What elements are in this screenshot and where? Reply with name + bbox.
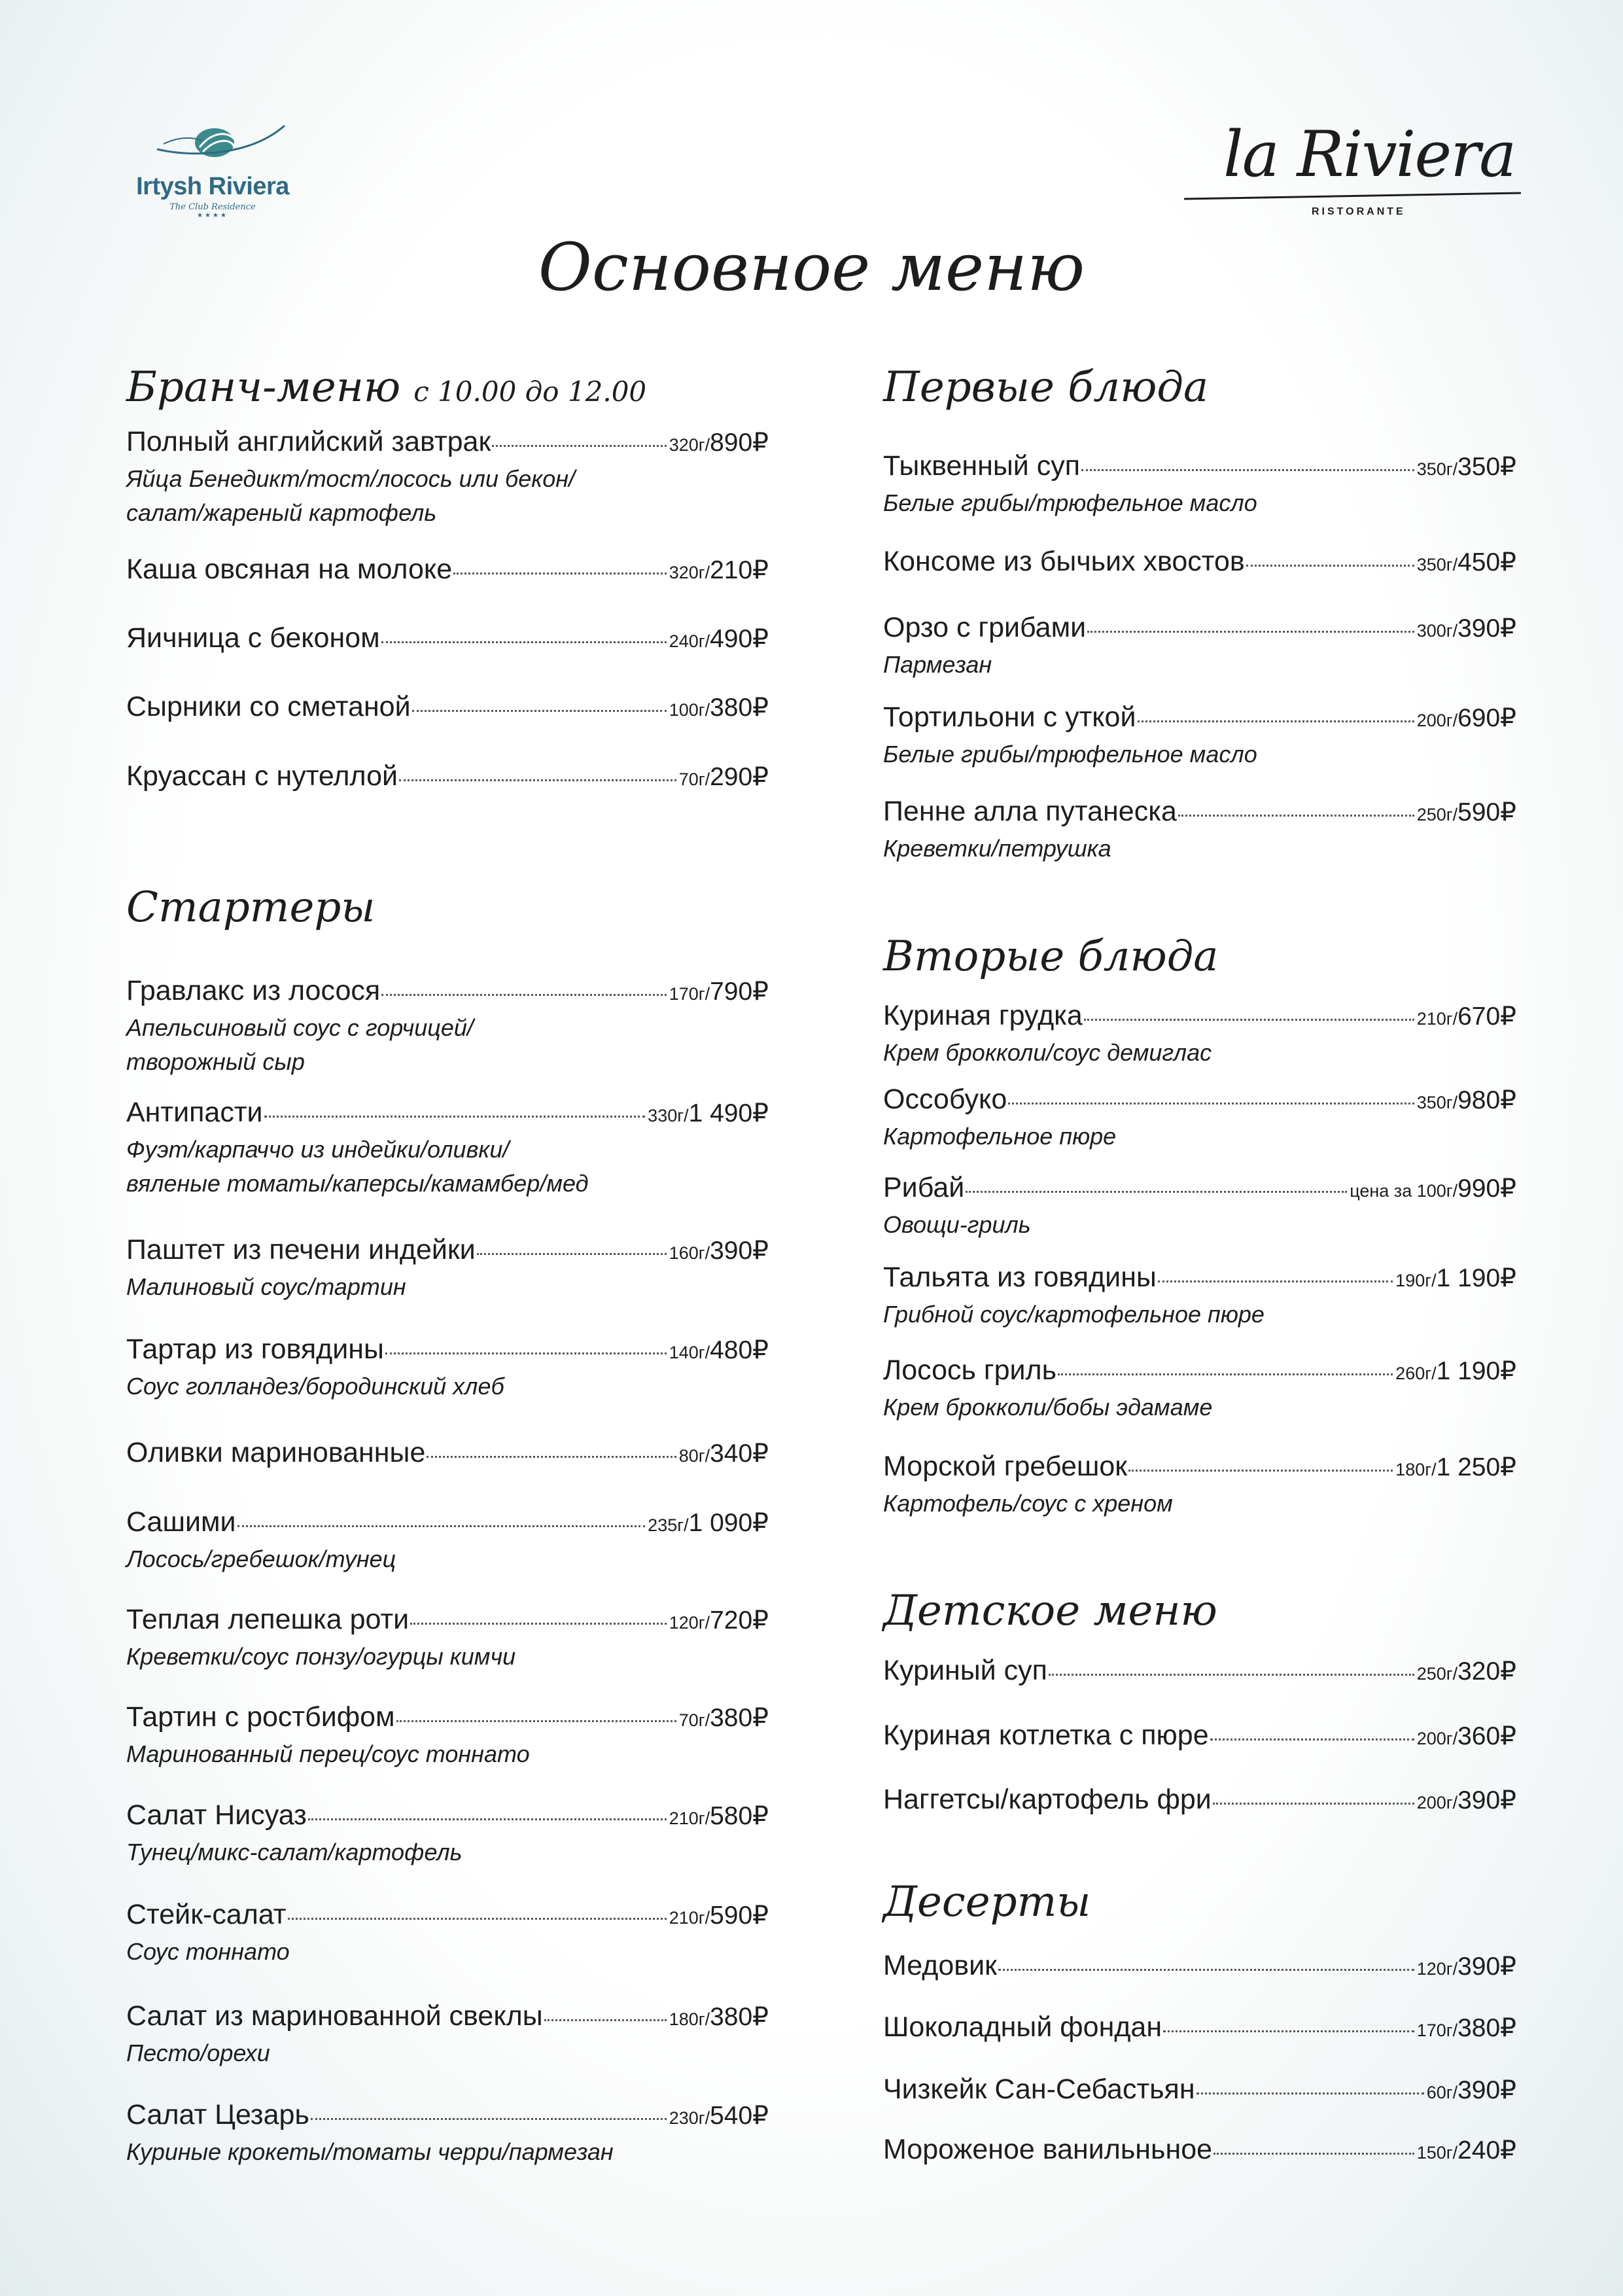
menu-item-name: Салат Цезарь [126, 2099, 309, 2130]
menu-item-row [883, 998, 1516, 1036]
menu-item-row [883, 544, 1516, 582]
la-riviera-logo [1184, 118, 1524, 229]
menu-item-price: 390₽ [1457, 2076, 1516, 2104]
menu-item-row [883, 1653, 1516, 1691]
menu-item-name: Оссобуко [883, 1084, 1007, 1115]
menu-item-price: 320₽ [1457, 1657, 1516, 1686]
menu-item-name: Чизкейк Сан-Себастьян [883, 2074, 1195, 2105]
menu-item-row [883, 449, 1516, 486]
menu-item-price: 720₽ [710, 1606, 769, 1634]
menu-item-name: Шоколадный фондан [883, 2011, 1162, 2043]
brand-tagline: The Club Residence [169, 202, 256, 212]
section-title-text: Бранч-меню [126, 363, 401, 412]
menu-item-price: 390₽ [1457, 614, 1516, 643]
menu-item-row [126, 1602, 769, 1640]
section-hours-note: с 10.00 до 12.00 [413, 376, 647, 408]
menu-item-row [126, 552, 769, 590]
menu-item-weight: 330г/ [648, 1106, 689, 1125]
menu-item-name: Пенне алла путанеска [883, 796, 1177, 827]
menu-item-name: Куриная котлетка с пюре [883, 1720, 1209, 1751]
menu-item-name: Мороженое ванильньное [883, 2134, 1213, 2165]
dot-leader [1081, 469, 1414, 471]
menu-item [883, 1653, 1516, 1691]
menu-item [883, 998, 1516, 1070]
dot-leader [396, 1720, 676, 1722]
section-title-starters [126, 883, 375, 932]
menu-item-row [883, 1082, 1516, 1120]
menu-item-name: Тортильони с уткой [883, 701, 1136, 733]
menu-item-description: Маринованный перец/соус тоннато [126, 1740, 530, 1767]
dot-leader [1246, 565, 1414, 567]
menu-item-description: Соус тоннато [126, 1938, 290, 1965]
menu-item [883, 449, 1516, 520]
menu-item-description: Куриные крокеты/томаты черри/пармезан [126, 2138, 614, 2165]
dot-leader [1163, 2030, 1414, 2032]
irtysh-riviera-logo [124, 118, 301, 219]
section-title-kids [883, 1587, 1217, 1635]
menu-item-price: 670₽ [1457, 1002, 1516, 1031]
menu-item-price: 380₽ [710, 1704, 769, 1732]
menu-item [883, 1782, 1516, 1820]
menu-item-row [883, 1260, 1516, 1298]
menu-item-description: вяленые томаты/каперсы/камамбер/мед [126, 1170, 589, 1197]
menu-item-name: Консоме из бычьих хвостов [883, 546, 1245, 577]
menu-item-row [883, 1949, 1516, 1986]
section-title-desserts [883, 1878, 1091, 1926]
menu-item-row [883, 1782, 1516, 1820]
menu-item [126, 1999, 769, 2070]
menu-item-row [883, 1718, 1516, 1756]
menu-item-weight: 70г/ [678, 1710, 710, 1730]
page-title: Основное меню [538, 229, 1085, 306]
menu-item-weight: 200г/ [1416, 711, 1458, 730]
menu-item-weight: 190г/ [1395, 1271, 1437, 1290]
menu-item-weight: 210г/ [1416, 1009, 1458, 1029]
menu-item-name: Салат Нисуаз [126, 1799, 307, 1831]
section-title-text: Детское меню [883, 1587, 1217, 1635]
menu-item-row [126, 1798, 769, 1835]
menu-item-description: Крем брокколи/бобы эдамаме [883, 1394, 1213, 1421]
dot-leader [966, 1191, 1347, 1193]
dot-leader [264, 1116, 646, 1118]
dot-leader [381, 994, 667, 996]
menu-item-name: Сашими [126, 1506, 236, 1538]
menu-item [126, 1233, 769, 1304]
menu-item-weight: цена за 100г/ [1350, 1181, 1458, 1201]
menu-item-weight: 320г/ [669, 563, 710, 582]
dot-leader [427, 1456, 676, 1458]
menu-item-description: Тунец/микс-салат/картофель [126, 1839, 462, 1865]
menu-item-row [883, 794, 1516, 832]
menu-item-weight: 170г/ [669, 984, 710, 1004]
menu-item-description: творожный сыр [126, 1048, 305, 1075]
menu-item [883, 1949, 1516, 1986]
menu-item-name: Сырники со сметаной [126, 691, 411, 722]
menu-item-weight: 160г/ [669, 1243, 710, 1263]
section-title-brunch [126, 363, 646, 412]
section-title-text: Десерты [883, 1878, 1091, 1926]
menu-item-description: Картофель/соус с хреном [883, 1490, 1173, 1517]
menu-item-weight: 210г/ [669, 1908, 710, 1928]
menu-item-weight: 240г/ [669, 631, 710, 651]
menu-item-weight: 320г/ [669, 435, 710, 455]
menu-item-name: Теплая лепешка роти [126, 1604, 410, 1635]
brand-stars: ★★★★ [197, 212, 228, 219]
menu-item [126, 2098, 769, 2169]
menu-item-name: Тартин с ростбифом [126, 1701, 395, 1733]
menu-item-price: 380₽ [710, 694, 769, 722]
menu-item-weight: 140г/ [669, 1343, 710, 1362]
dot-leader [1087, 631, 1414, 633]
menu-item [126, 621, 769, 658]
menu-item-name: Паштет из печени индейки [126, 1234, 476, 1265]
menu-item-price: 990₽ [1457, 1174, 1516, 1203]
menu-item-description: Малиновый соус/тартин [126, 1273, 406, 1300]
menu-item-name: Стейк-салат [126, 1899, 287, 1930]
menu-item-weight: 200г/ [1416, 1729, 1458, 1748]
menu-item-price: 360₽ [1457, 1722, 1516, 1750]
menu-item-price: 390₽ [1457, 1786, 1516, 1814]
menu-item-description: салат/жареный картофель [126, 499, 437, 526]
menu-item [126, 690, 769, 727]
dot-leader [237, 1525, 646, 1527]
menu-item-price: 380₽ [1457, 2014, 1516, 2042]
menu-item-price: 390₽ [1457, 1952, 1516, 1981]
menu-item [126, 1602, 769, 1674]
menu-item-price: 290₽ [710, 763, 769, 791]
menu-item-price: 1 250₽ [1436, 1453, 1516, 1481]
section-title-second [883, 932, 1218, 981]
dot-leader [385, 1352, 667, 1354]
menu-item-weight: 120г/ [669, 1613, 710, 1633]
menu-item [883, 1353, 1516, 1424]
menu-item-name: Тартар из говядины [126, 1333, 384, 1365]
menu-item-row [883, 610, 1516, 648]
menu-item-name: Куриный суп [883, 1655, 1047, 1686]
menu-item-weight: 200г/ [1416, 1793, 1458, 1812]
menu-item-price: 690₽ [1457, 704, 1516, 732]
menu-item-row [126, 974, 769, 1011]
menu-item [883, 700, 1516, 771]
menu-item-weight: 350г/ [1416, 555, 1458, 574]
menu-item-description: Крем брокколи/соус демиглас [883, 1039, 1212, 1066]
menu-item-row [126, 1233, 769, 1270]
menu-item [126, 1505, 769, 1576]
menu-item [883, 2010, 1516, 2047]
menu-item-description: Грибной соус/картофельное пюре [883, 1301, 1265, 1328]
menu-item-name: Наггетсы/картофель фри [883, 1784, 1212, 1815]
dot-leader [1008, 1103, 1414, 1104]
menu-item-row [126, 621, 769, 658]
menu-item [883, 1171, 1516, 1242]
menu-item-row [883, 2072, 1516, 2110]
dot-leader [1196, 2093, 1424, 2094]
menu-item-weight: 350г/ [1416, 1093, 1458, 1112]
menu-item-row [883, 1353, 1516, 1390]
dot-leader [1128, 1470, 1393, 1472]
menu-item [126, 1700, 769, 1771]
menu-item-name: Лосось гриль [883, 1354, 1056, 1386]
menu-item-price: 1 190₽ [1436, 1357, 1516, 1385]
dot-leader [1058, 1373, 1393, 1375]
menu-item-weight: 210г/ [669, 1809, 710, 1828]
menu-item-row [126, 425, 769, 462]
menu-item-name: Рибай [883, 1172, 965, 1203]
menu-item [126, 425, 769, 530]
menu-item-row [126, 1436, 769, 1473]
menu-item-row [883, 1171, 1516, 1208]
menu-item-description: Белые грибы/трюфельное масло [883, 489, 1257, 516]
menu-item [883, 2072, 1516, 2110]
menu-item-price: 590₽ [1457, 798, 1516, 826]
menu-item-description: Овощи-гриль [883, 1211, 1031, 1238]
menu-item-row [126, 1898, 769, 1935]
menu-item-description: Песто/орехи [126, 2040, 270, 2066]
dot-leader [311, 2118, 667, 2120]
menu-item-weight: 80г/ [678, 1446, 710, 1466]
section-title-first [883, 363, 1208, 412]
menu-item-weight: 70г/ [678, 769, 710, 789]
menu-item-description: Лосось/гребешок/тунец [126, 1545, 396, 1572]
menu-item [883, 794, 1516, 866]
menu-item-row [883, 1449, 1516, 1487]
menu-item-row [126, 1700, 769, 1737]
menu-item-weight: 150г/ [1416, 2143, 1458, 2163]
menu-item-description: Креветки/соус понзу/огурцы кимчи [126, 1643, 516, 1670]
dot-leader [308, 1818, 667, 1820]
dot-leader [453, 573, 667, 574]
menu-item-name: Гравлакс из лосося [126, 975, 381, 1006]
menu-item-description: Креветки/петрушка [883, 835, 1111, 862]
menu-item-name: Куриная грудка [883, 1000, 1083, 1031]
menu-item-weight: 350г/ [1416, 459, 1458, 479]
menu-item-price: 790₽ [710, 978, 769, 1006]
ristorante-label: RISTORANTE [1312, 206, 1406, 217]
menu-item [126, 1332, 769, 1404]
menu-item [126, 1436, 769, 1473]
menu-item-price: 340₽ [710, 1439, 769, 1468]
dot-leader [381, 641, 667, 643]
dot-leader [1138, 720, 1414, 722]
menu-item-weight: 235г/ [648, 1515, 689, 1535]
menu-item-weight: 300г/ [1416, 621, 1458, 641]
menu-item-row [126, 1095, 769, 1133]
menu-item [883, 1449, 1516, 1521]
menu-item-name: Оливки маринованные [126, 1437, 426, 1468]
menu-item-weight: 260г/ [1395, 1364, 1437, 1383]
section-title-text: Вторые блюда [883, 932, 1219, 981]
menu-item-row [883, 2132, 1516, 2170]
dot-leader [544, 2019, 667, 2021]
menu-item [883, 1082, 1516, 1154]
menu-item-price: 1 190₽ [1436, 1264, 1516, 1292]
menu-item-price: 390₽ [710, 1237, 769, 1265]
menu-item-price: 890₽ [710, 429, 769, 457]
menu-item-weight: 60г/ [1426, 2083, 1458, 2102]
ribbon-logo-icon [137, 118, 288, 170]
menu-item-description: Апельсиновый соус с горчицей/ [126, 1014, 474, 1041]
la-riviera-script: la Riviera [1223, 118, 1516, 191]
menu-item-row [126, 690, 769, 727]
menu-item-name: Яичница с беконом [126, 622, 380, 654]
menu-item-price: 350₽ [1457, 453, 1516, 481]
dot-leader [399, 779, 676, 781]
menu-item-name: Тыквенный суп [883, 450, 1081, 482]
menu-item-price: 1 090₽ [688, 1509, 769, 1537]
menu-item-price: 580₽ [710, 1802, 769, 1830]
dot-leader [412, 710, 667, 712]
dot-leader [1049, 1674, 1414, 1676]
menu-item-description: Фуэт/карпаччо из индейки/оливки/ [126, 1136, 510, 1163]
menu-item-weight: 170г/ [1416, 2021, 1458, 2040]
menu-item-name: Медовик [883, 1950, 997, 1981]
dot-leader [1178, 815, 1414, 817]
menu-item-name: Круассан с нутеллой [126, 760, 398, 792]
dot-leader [288, 1918, 667, 1920]
menu-item-name: Полный английский завтрак [126, 426, 491, 457]
dot-leader [477, 1253, 667, 1255]
menu-item-description: Пармезан [883, 651, 992, 678]
menu-item-weight: 250г/ [1416, 1664, 1458, 1684]
menu-item-weight: 180г/ [669, 2009, 710, 2029]
menu-item [883, 1260, 1516, 1332]
menu-item [126, 552, 769, 590]
menu-item-description: Соус голландез/бородинский хлеб [126, 1373, 504, 1400]
dot-leader [998, 1969, 1414, 1971]
dot-leader [1210, 1739, 1414, 1740]
menu-item [883, 2132, 1516, 2170]
menu-item-name: Антипасти [126, 1097, 263, 1128]
menu-item-name: Орзо с грибами [883, 612, 1087, 643]
menu-item [126, 759, 769, 796]
menu-item-price: 450₽ [1457, 548, 1516, 576]
menu-item-row [883, 700, 1516, 737]
menu-item-name: Салат из маринованной свеклы [126, 2000, 543, 2032]
menu-item [126, 1898, 769, 1969]
section-title-text: Первые блюда [883, 363, 1209, 412]
menu-item-description: Картофельное пюре [883, 1123, 1117, 1150]
menu-item-price: 240₽ [1457, 2136, 1516, 2164]
menu-item-weight: 180г/ [1395, 1460, 1437, 1479]
dot-leader [1158, 1280, 1393, 1282]
dot-leader [410, 1623, 666, 1625]
menu-item [126, 974, 769, 1079]
dot-leader [1213, 1803, 1414, 1805]
dot-leader [1213, 2153, 1414, 2155]
menu-item-price: 380₽ [710, 2003, 769, 2031]
menu-item-row [126, 2098, 769, 2135]
menu-item-price: 480₽ [710, 1336, 769, 1364]
menu-item-row [126, 1505, 769, 1542]
menu-item-price: 210₽ [710, 556, 769, 584]
brand-name: Irtysh Riviera [136, 173, 289, 200]
dot-leader [1084, 1019, 1414, 1021]
menu-item-description: Яйца Бенедикт/тост/лосось или бекон/ [126, 465, 576, 492]
menu-item [126, 1798, 769, 1869]
menu-item-weight: 120г/ [1416, 1959, 1458, 1979]
menu-item [126, 1095, 769, 1201]
menu-item [883, 544, 1516, 582]
menu-item-weight: 250г/ [1416, 805, 1458, 824]
menu-item-name: Морской гребешок [883, 1451, 1128, 1482]
section-title-text: Стартеры [126, 883, 375, 932]
menu-item [883, 610, 1516, 682]
menu-item-price: 980₽ [1457, 1086, 1516, 1114]
menu-item-price: 1 490₽ [688, 1099, 769, 1127]
menu-item-price: 590₽ [710, 1901, 769, 1930]
menu-item-row [126, 1332, 769, 1369]
menu-item-weight: 230г/ [669, 2108, 710, 2128]
dot-leader [492, 445, 666, 447]
menu-item-row [126, 1999, 769, 2036]
menu-item-price: 490₽ [710, 625, 769, 653]
menu-item [883, 1718, 1516, 1756]
menu-item-description: Белые грибы/трюфельное масло [883, 741, 1257, 768]
menu-item-row [883, 2010, 1516, 2047]
menu-item-name: Каша овсяная на молоке [126, 554, 453, 585]
menu-item-weight: 100г/ [669, 700, 710, 720]
menu-item-row [126, 759, 769, 796]
menu-item-name: Тальята из говядины [883, 1262, 1157, 1293]
logo-underline [1184, 192, 1521, 200]
menu-item-price: 540₽ [710, 2102, 769, 2130]
